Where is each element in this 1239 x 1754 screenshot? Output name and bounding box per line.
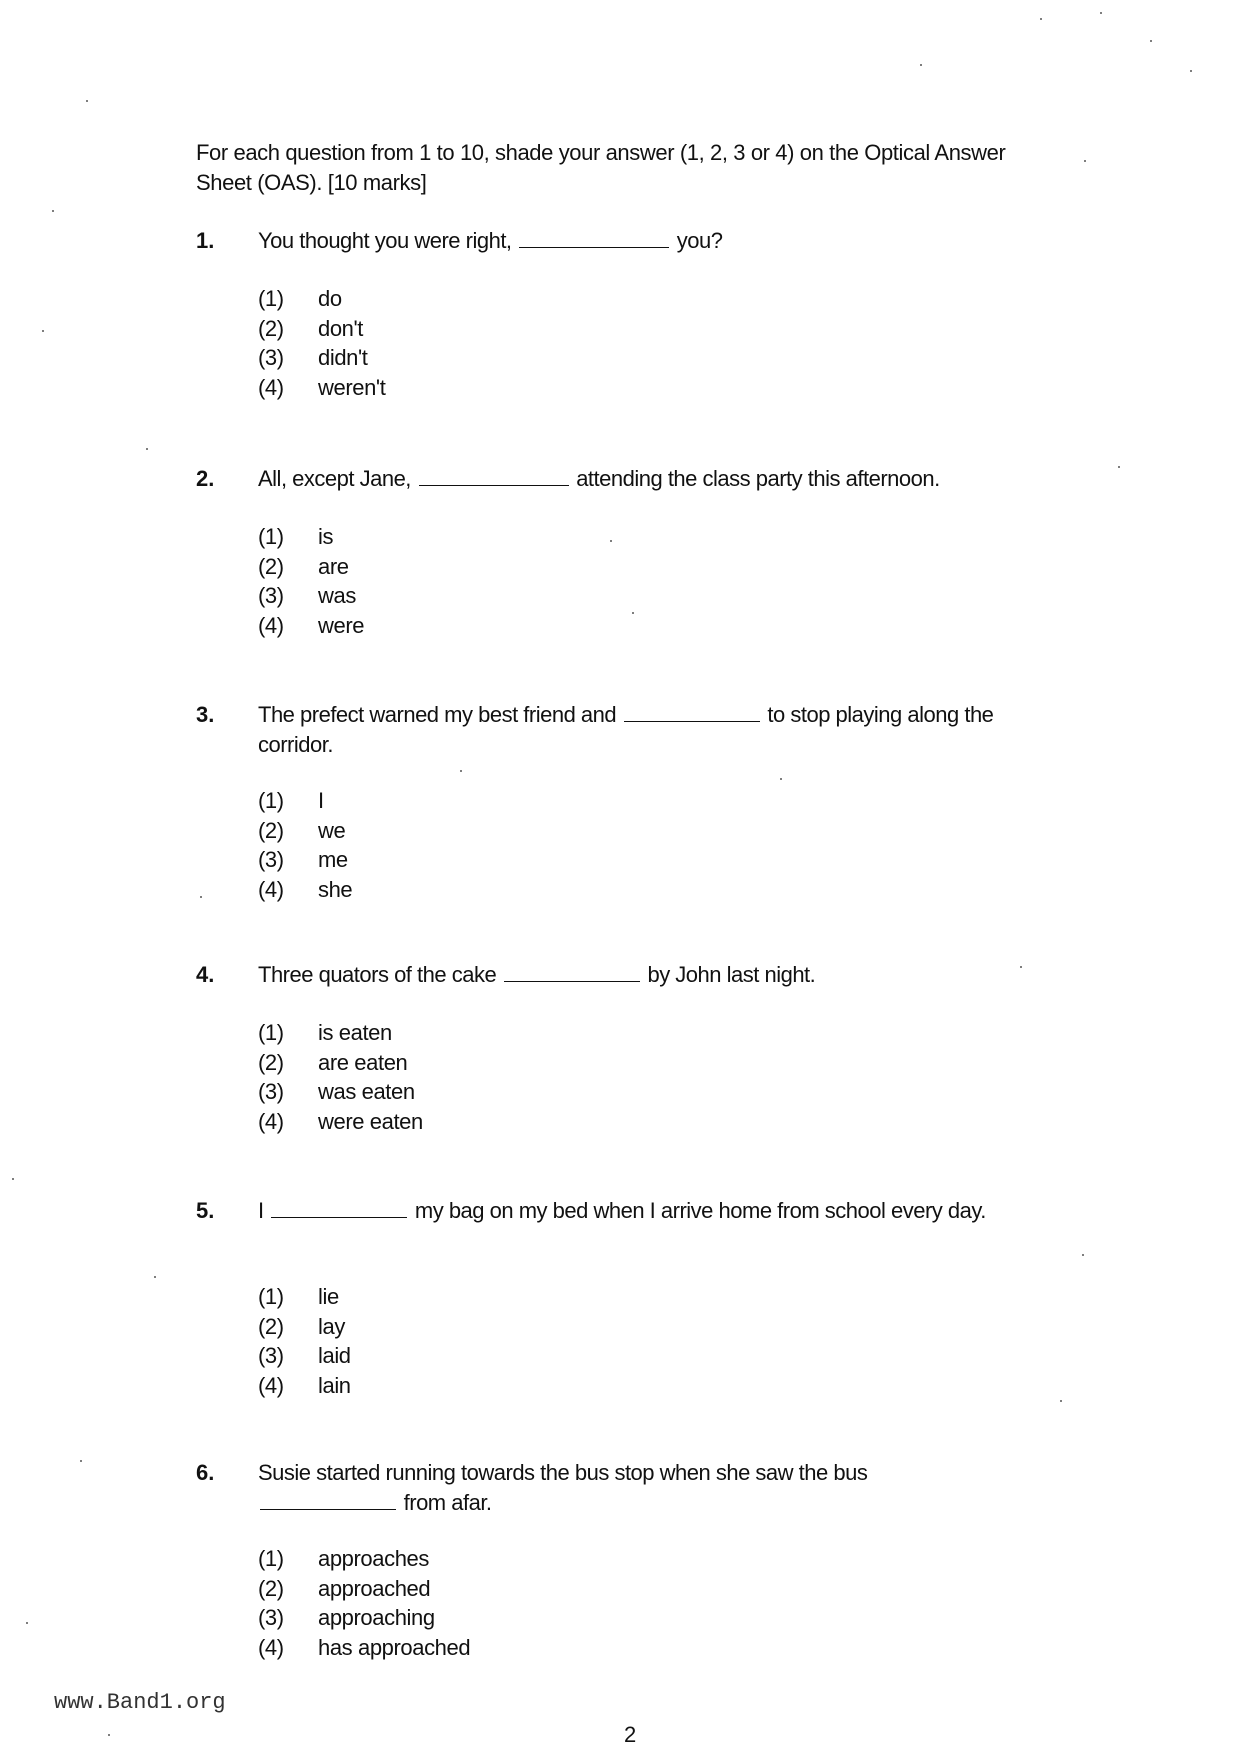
option-item: [258, 1371, 351, 1401]
option-text: weren't: [318, 374, 386, 400]
question-stem: [258, 700, 1058, 760]
scan-speck: [460, 770, 462, 772]
answer-blank: [419, 465, 569, 486]
option-label: (1): [258, 1284, 284, 1309]
option-label: (1): [258, 1546, 284, 1571]
footer-url: www.Band1.org: [54, 1690, 226, 1715]
option-text: didn't: [318, 345, 368, 370]
option-label: (1): [258, 788, 284, 813]
stem-after-blank: by John last night.: [647, 962, 816, 987]
answer-blank: [624, 701, 760, 722]
option-text: she: [318, 876, 353, 902]
option-label: (4): [258, 1372, 284, 1398]
option-item: [258, 1048, 423, 1078]
scan-speck: [52, 210, 54, 212]
option-text: are eaten: [318, 1049, 408, 1075]
option-label: (3): [258, 847, 284, 872]
question-stem: [258, 226, 1058, 256]
scan-speck: [1100, 12, 1102, 14]
option-label: (2): [258, 817, 284, 843]
option-item: [258, 845, 352, 875]
option-item: [258, 786, 352, 816]
scan-speck: [1060, 1400, 1062, 1402]
scan-speck: [610, 540, 612, 542]
answer-blank: [519, 227, 669, 248]
option-text: laid: [318, 1343, 351, 1368]
option-label: (1): [258, 524, 284, 549]
option-label: (3): [258, 345, 284, 370]
option-text: has approached: [318, 1634, 471, 1660]
question-stem: [258, 1458, 958, 1518]
option-label: (4): [258, 612, 284, 638]
option-label: (3): [258, 1605, 284, 1630]
option-label: (4): [258, 1634, 284, 1660]
option-label: (2): [258, 1575, 284, 1601]
stem-before-blank: Susie started running towards the bus stop when she saw the bus: [258, 1460, 868, 1485]
option-item: [258, 284, 385, 314]
options-list: [258, 786, 352, 904]
stem-before-blank: The prefect warned my best friend and: [258, 702, 617, 727]
option-label: (3): [258, 1343, 284, 1368]
option-label: (4): [258, 876, 284, 902]
option-text: is eaten: [318, 1020, 392, 1045]
option-label: (4): [258, 1108, 284, 1134]
options-list: [258, 1018, 423, 1136]
option-item: [258, 373, 385, 403]
option-item: [258, 552, 364, 582]
stem-after-blank: attending the class party this afternoon.: [576, 466, 940, 491]
question-number: 6.: [196, 1460, 215, 1485]
question-stem: [258, 960, 1058, 990]
option-item: [258, 1018, 423, 1048]
scan-speck: [108, 1734, 110, 1736]
stem-before-blank: You thought you were right,: [258, 228, 512, 253]
option-label: (3): [258, 1079, 284, 1104]
option-text: I: [318, 788, 324, 813]
option-item: [258, 1544, 470, 1574]
question-number: 4.: [196, 962, 215, 987]
option-item: [258, 611, 364, 641]
option-text: approaches: [318, 1546, 429, 1571]
answer-blank: [271, 1197, 407, 1218]
option-item: [258, 1574, 470, 1604]
option-item: [258, 314, 385, 344]
option-label: (1): [258, 1020, 284, 1045]
options-list: [258, 1544, 470, 1662]
option-text: was eaten: [318, 1079, 415, 1104]
answer-blank: [260, 1489, 396, 1510]
question-number: 5.: [196, 1198, 215, 1223]
option-label: (2): [258, 553, 284, 579]
option-label: (3): [258, 583, 284, 608]
option-text: was: [318, 583, 356, 608]
option-text: me: [318, 847, 348, 872]
stem-after-blank: from afar.: [403, 1490, 492, 1515]
option-text: lie: [318, 1284, 339, 1309]
option-text: are: [318, 553, 349, 579]
scan-speck: [1084, 160, 1086, 162]
option-item: [258, 581, 364, 611]
option-text: approaching: [318, 1605, 435, 1630]
option-text: is: [318, 524, 334, 549]
option-text: were eaten: [318, 1108, 423, 1134]
scan-speck: [1118, 466, 1120, 468]
scan-speck: [1040, 18, 1042, 20]
option-label: (1): [258, 286, 284, 311]
option-item: [258, 1282, 351, 1312]
scan-speck: [86, 100, 88, 102]
question-number: 2.: [196, 466, 215, 491]
option-text: lay: [318, 1313, 345, 1339]
options-list: [258, 1282, 351, 1400]
option-text: approached: [318, 1575, 431, 1601]
stem-after-blank: you?: [676, 228, 723, 253]
question-number: 3.: [196, 702, 215, 727]
option-text: do: [318, 286, 342, 311]
option-label: (2): [258, 1313, 284, 1339]
scan-speck: [146, 448, 148, 450]
option-label: (4): [258, 374, 284, 400]
scan-speck: [200, 896, 202, 898]
option-item: [258, 1603, 470, 1633]
scan-speck: [26, 1622, 28, 1624]
stem-after-blank: to stop playing along the corridor.: [258, 702, 994, 757]
options-list: [258, 522, 364, 640]
instructions-text: For each question from 1 to 10, shade your answer (1, 2, 3 or 4) on the Optical Answer Sheet (OAS). [10 marks]: [196, 140, 1006, 195]
options-list: [258, 284, 385, 402]
scan-speck: [80, 1460, 82, 1462]
option-item: [258, 816, 352, 846]
scan-speck: [1082, 1254, 1084, 1256]
option-text: we: [318, 817, 346, 843]
stem-after-blank: my bag on my bed when I arrive home from school every day.: [414, 1198, 986, 1223]
question-number: 1.: [196, 228, 215, 253]
option-item: [258, 875, 352, 905]
stem-before-blank: I: [258, 1198, 264, 1223]
scan-speck: [154, 1276, 156, 1278]
page-number: 2: [624, 1722, 637, 1747]
stem-before-blank: Three quators of the cake: [258, 962, 497, 987]
option-item: [258, 522, 364, 552]
option-label: (2): [258, 315, 284, 341]
scan-speck: [1190, 70, 1192, 72]
scan-speck: [632, 612, 634, 614]
scan-speck: [12, 1178, 14, 1180]
answer-blank: [504, 961, 640, 982]
option-item: [258, 1107, 423, 1137]
option-item: [258, 1633, 470, 1663]
option-text: don't: [318, 315, 364, 341]
scan-speck: [42, 330, 44, 332]
scan-speck: [1150, 40, 1152, 42]
option-item: [258, 1341, 351, 1371]
option-item: [258, 1312, 351, 1342]
option-label: (2): [258, 1049, 284, 1075]
option-item: [258, 343, 385, 373]
question-stem: [258, 464, 1058, 494]
scan-speck: [780, 778, 782, 780]
scan-speck: [920, 64, 922, 66]
option-text: lain: [318, 1372, 351, 1398]
question-stem: [258, 1196, 1058, 1226]
option-text: were: [318, 612, 365, 638]
stem-before-blank: All, except Jane,: [258, 466, 411, 491]
scan-speck: [1020, 966, 1022, 968]
option-item: [258, 1077, 423, 1107]
